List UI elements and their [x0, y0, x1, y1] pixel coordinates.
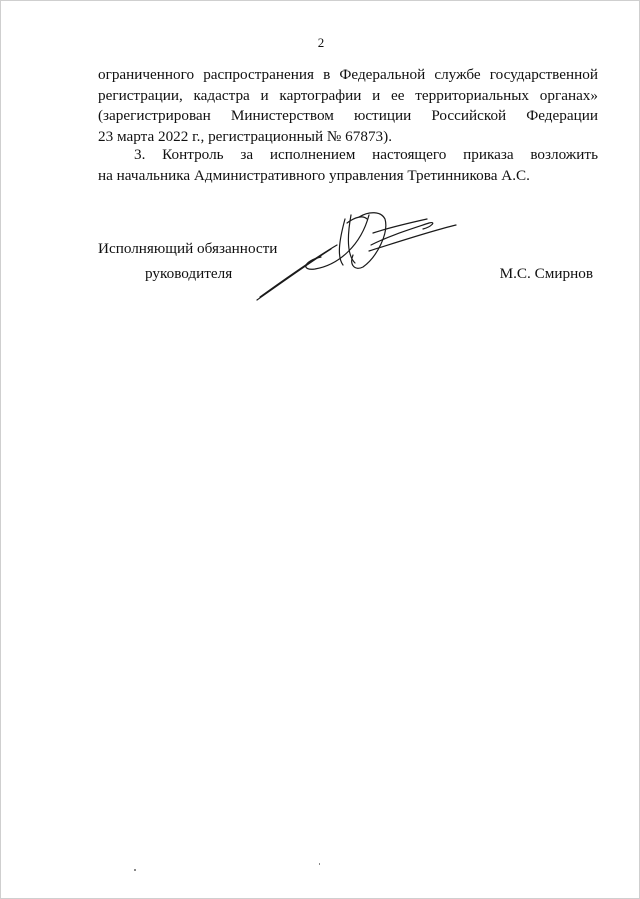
- page-number: 2: [317, 35, 325, 50]
- scan-speck: [134, 869, 136, 871]
- signatory-position-line-1: Исполняющий обязанности: [98, 240, 278, 257]
- signatory-name: М.С. Смирнов: [499, 265, 593, 282]
- text-line: 23 марта 2022 г., регистрационный № 67873).: [98, 127, 392, 145]
- paragraph-item-3: [98, 145, 598, 186]
- text-line: (зарегистрирован Министерством юстиции Российской Федерации: [98, 107, 598, 124]
- signatory-position-line-2: руководителя: [145, 265, 233, 282]
- text-line: ограниченного распространения в Федеральной службе государственной: [98, 66, 598, 83]
- paragraph-continuation: [98, 65, 598, 147]
- text-line: регистрации, кадастра и картографии и ее территориальных органах»: [98, 86, 598, 104]
- text-line: 3. Контроль за исполнением настоящего приказа возложить: [134, 146, 598, 163]
- text-line: на начальника Административного управления Третинникова А.С.: [98, 166, 530, 184]
- scan-speck: [319, 863, 320, 865]
- handwritten-signature: [251, 205, 461, 305]
